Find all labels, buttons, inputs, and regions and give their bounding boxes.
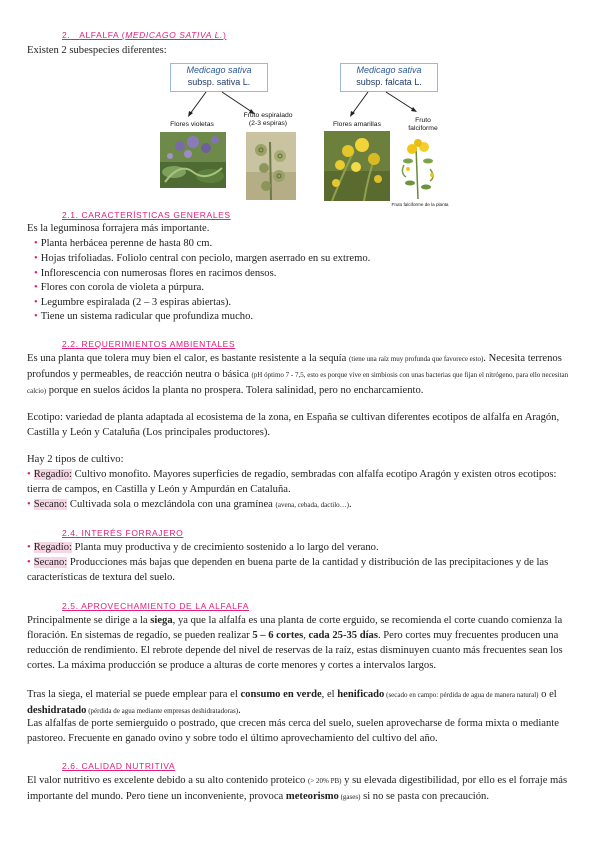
ecotipo-paragraph: Ecotipo: variedad de planta adaptada al ecosistema de la zona, en España se cultivan diferentes ecotipos de alfalfa en Aragón, Castilla y León y Cataluña (Los principales productores). bbox=[27, 412, 560, 438]
illustration-label: Fruto falciforme de la planta bbox=[391, 202, 449, 207]
section-2-intro: Existen 2 subespecies diferentes: bbox=[27, 45, 167, 56]
section-2-2-heading: 2.2. REQUERIMIENTOS AMBIENTALES bbox=[62, 339, 236, 349]
caption-flores-amarillas: Flores amarillas bbox=[333, 121, 381, 128]
calidad-paragraph: El valor nutritivo es excelente debido a su alto contenido proteico (> 20% PB) y su elevada digestibilidad, por ello es el forraje más importante del mundo. Pero tiene un inconveniente, provoca meteorismo (gases) si no se pasta con precaución. bbox=[27, 775, 568, 802]
section-2-heading: 2. ALFALFA (MEDICAGO SATIVA L.) bbox=[62, 30, 227, 40]
aprovechamiento-paragraph-1: Principalmente se dirige a la siega, ya que la alfalfa es una planta de corte erguido, se recomienda el corte cuando comienza la floración. En sistemas de regadío, se pueden realizar 5 – 6 cortes, cada 25-35 días. Pero cortes muy frecuentes producen una reducción de rendimiento. El rebrote depende del nivel de reservas de la raíz, estas disminuyen cuanto más frecuentes sean los cortes. La máxima producción se produce a alturas de corte menores y cortes a intervalos largos. bbox=[27, 615, 563, 671]
list-item: • Hojas trifoliadas. Foliolo central con peciolo, margen aserrado en su extremo. bbox=[34, 253, 371, 264]
interes-regadio: • Regadío: Planta muy productiva y de crecimiento sostenido a lo largo del verano. bbox=[27, 542, 379, 553]
caption-fruto-falciforme: Fruto falciforme bbox=[408, 117, 438, 132]
section-2-6-heading: 2.6. CALIDAD NUTRITIVA bbox=[62, 761, 176, 771]
regadio-paragraph: • Regadío: Cultivo monofito. Mayores superficies de regadío, sembradas con alfalfa ecotipo Aragón y existen otros ecotipos: tierra de campos, en Castilla y León y Ampurdán en Cataluña. bbox=[27, 469, 557, 495]
left-subspecies-title: Medicago sativa subsp. sativa L. bbox=[170, 63, 268, 92]
falcate-fruit-illustration bbox=[394, 139, 442, 201]
section-2-5-heading: 2.5. APROVECHAMIENTO DE LA ALFALFA bbox=[62, 601, 250, 611]
right-arrows-icon bbox=[340, 90, 430, 118]
cultivo-types-intro: Hay 2 tipos de cultivo: bbox=[27, 454, 124, 465]
right-subspecies-title: Medicago sativa subsp. falcata L. bbox=[340, 63, 438, 92]
section-2-2-paragraph-1: Es una planta que tolera muy bien el calor, es bastante resistente a la sequía (tiene una raíz muy profunda que favorece esto). Necesita terrenos profundos y permeables, de reacción neutra o básica (pH óptimo 7 - 7,5, esto es porque vive en simbiosis con unas bacterias que fijan el nitrógeno, para ello necesitan calcio) porque en suelos ácidos la planta no prospera. Tolera salinidad, pero no encharcamiento. bbox=[27, 353, 569, 396]
section-2-4-heading: 2.4. INTERÉS FORRAJERO bbox=[62, 528, 184, 538]
violet-flowers-photo bbox=[160, 132, 226, 188]
caption-fruto-espiralado: Fruto espiralado (2-3 espiras) bbox=[243, 112, 293, 127]
aprovechamiento-paragraph-2: Tras la siega, el material se puede emplear para el consumo en verde, el henificado (secado en campo: pérdida de agua de manera natural) o el deshidratado (pérdida de agua mediante empresas deshidratadoras). bbox=[27, 689, 557, 716]
spiral-fruit-photo bbox=[246, 132, 296, 200]
list-item: • Tiene un sistema radicular que profundiza mucho. bbox=[34, 311, 254, 322]
yellow-flowers-photo bbox=[324, 131, 390, 201]
section-2-1-heading: 2.1. CARACTERÍSTICAS GENERALES bbox=[62, 210, 231, 220]
secano-paragraph: • Secano: Cultivada sola o mezclándola con una gramínea (avena, cebada, dactilo…). bbox=[27, 499, 352, 510]
caption-flores-violetas: Flores violetas bbox=[170, 121, 214, 128]
list-item: • Inflorescencia con numerosas flores en racimos densos. bbox=[34, 268, 277, 279]
interes-secano: • Secano: Producciones más bajas que dependen en buena parte de la cantidad y distribución de las precipitaciones y de las características de textura del suelo. bbox=[27, 557, 549, 583]
section-2-1-intro: Es la leguminosa forrajera más importante. bbox=[27, 223, 210, 234]
list-item: • Planta herbácea perenne de hasta 80 cm. bbox=[34, 238, 213, 249]
list-item: • Legumbre espiralada (2 – 3 espiras abiertas). bbox=[34, 297, 232, 308]
aprovechamiento-paragraph-3: Las alfalfas de porte semierguido o postrado, que crecen más cerca del suelo, suelen aprovecharse de forma mixta o mediante pastoreo. Frecuente en ganado ovino y sobre todo el último aprovechamiento del cultivo del año. bbox=[27, 718, 559, 744]
list-item: • Flores con corola de violeta a púrpura. bbox=[34, 282, 204, 293]
